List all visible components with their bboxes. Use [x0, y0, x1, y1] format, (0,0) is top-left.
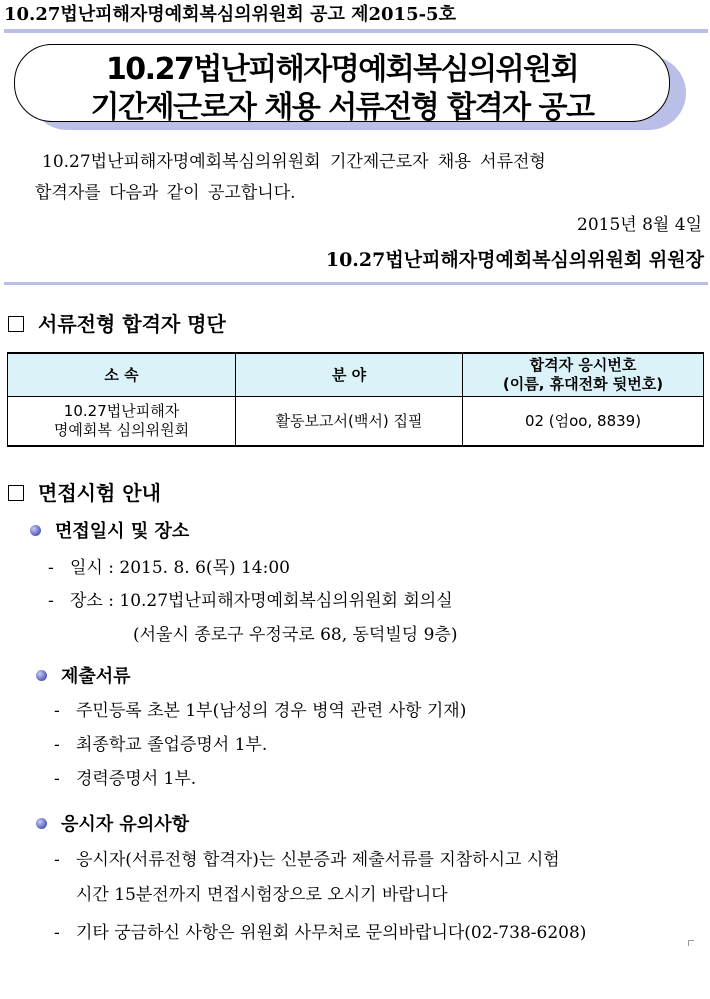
note-item-1-line-2: 시간 15분전까지 면접시험장으로 오시기 바랍니다 [76, 885, 448, 905]
crop-mark [688, 940, 694, 946]
section-heading-interview [8, 477, 161, 506]
round-bullet-icon [36, 670, 47, 681]
header-applicant-line-1: 합격자 응시번호 [529, 356, 637, 374]
subheading-label: 면접일시 및 장소 [55, 521, 190, 542]
title-line-2: 기간제근로자 채용 서류전형 합격자 공고 [90, 90, 594, 125]
title-line-1: 10.27법난피해자명예회복심의위원회 [105, 52, 579, 87]
section-heading-results [8, 308, 226, 337]
round-bullet-icon [30, 525, 41, 536]
header-cell-applicant [463, 353, 704, 397]
intro-line-2: 합격자를 다음과 같이 공고합니다. [35, 183, 296, 203]
document-item: 주민등록 초본 1부(남성의 경우 병역 관련 사항 기재) [76, 701, 467, 721]
subheading-notes [36, 810, 189, 836]
announcement-date: 2015년 8월 4일 [577, 215, 702, 235]
cell-applicant: 02 (엄oo, 8839) [463, 397, 704, 447]
list-item: - 일시 : 2015. 8. 6(목) 14:00 [48, 558, 290, 578]
header-rule [4, 29, 708, 33]
schedule-place: 장소 : 10.27법난피해자명예회복심의위원회 회의실 [70, 591, 453, 611]
section-title: 서류전형 합격자 명단 [38, 312, 226, 336]
issuer-signature: 10.27법난피해자명예회복심의위원회 위원장 [325, 249, 704, 271]
org-line-2: 명예회복 심의위원회 [53, 421, 190, 439]
list-item: - 주민등록 초본 1부(남성의 경우 병역 관련 사항 기재) [54, 701, 467, 721]
section-title: 면접시험 안내 [38, 481, 161, 505]
document-item: 최종학교 졸업증명서 1부. [76, 735, 268, 755]
results-table [7, 352, 704, 447]
list-item: - 최종학교 졸업증명서 1부. [54, 735, 268, 755]
note-item-1-line-1: 응시자(서류전형 합격자)는 신분증과 제출서류를 지참하시고 시험 [76, 850, 560, 870]
subheading-label: 응시자 유의사항 [61, 814, 189, 835]
org-line-1: 10.27법난피해자 [63, 402, 180, 420]
list-item: - 기타 궁금하신 사항은 위원회 사무처로 문의바랍니다(02-738-6208) [54, 923, 587, 943]
notice-number: 10.27법난피해자명예회복심의위원회 공고 제2015-5호 [4, 4, 456, 25]
header-cell-org: 소 속 [8, 353, 236, 397]
subheading-schedule [30, 517, 189, 543]
round-bullet-icon [36, 818, 47, 829]
table-row [8, 397, 704, 447]
intro-line-1: 10.27법난피해자명예회복심의위원회 기간제근로자 채용 서류전형 [42, 152, 546, 172]
list-item: - 경력증명서 1부. [54, 769, 197, 789]
list-item: - 응시자(서류전형 합격자)는 신분증과 제출서류를 지참하시고 시험 [54, 850, 560, 870]
cell-org [8, 397, 236, 447]
schedule-datetime: 일시 : 2015. 8. 6(목) 14:00 [70, 558, 290, 578]
schedule-address: (서울시 종로구 우정국로 68, 동덕빌딩 9층) [133, 625, 458, 645]
header-cell-field: 분 야 [236, 353, 463, 397]
cell-field: 활동보고서(백서) 집필 [236, 397, 463, 447]
document-item: 경력증명서 1부. [76, 769, 197, 789]
subheading-documents [36, 662, 131, 688]
table-header-row [8, 353, 704, 397]
header-applicant-line-2: (이름, 휴대전화 뒷번호) [502, 375, 664, 393]
intro-rule [4, 282, 708, 285]
square-bullet-icon [8, 316, 24, 332]
note-item-2: 기타 궁금하신 사항은 위원회 사무처로 문의바랍니다(02-738-6208) [76, 923, 587, 943]
subheading-label: 제출서류 [61, 666, 131, 687]
list-item: - 장소 : 10.27법난피해자명예회복심의위원회 회의실 [48, 591, 453, 611]
square-bullet-icon [8, 485, 24, 501]
